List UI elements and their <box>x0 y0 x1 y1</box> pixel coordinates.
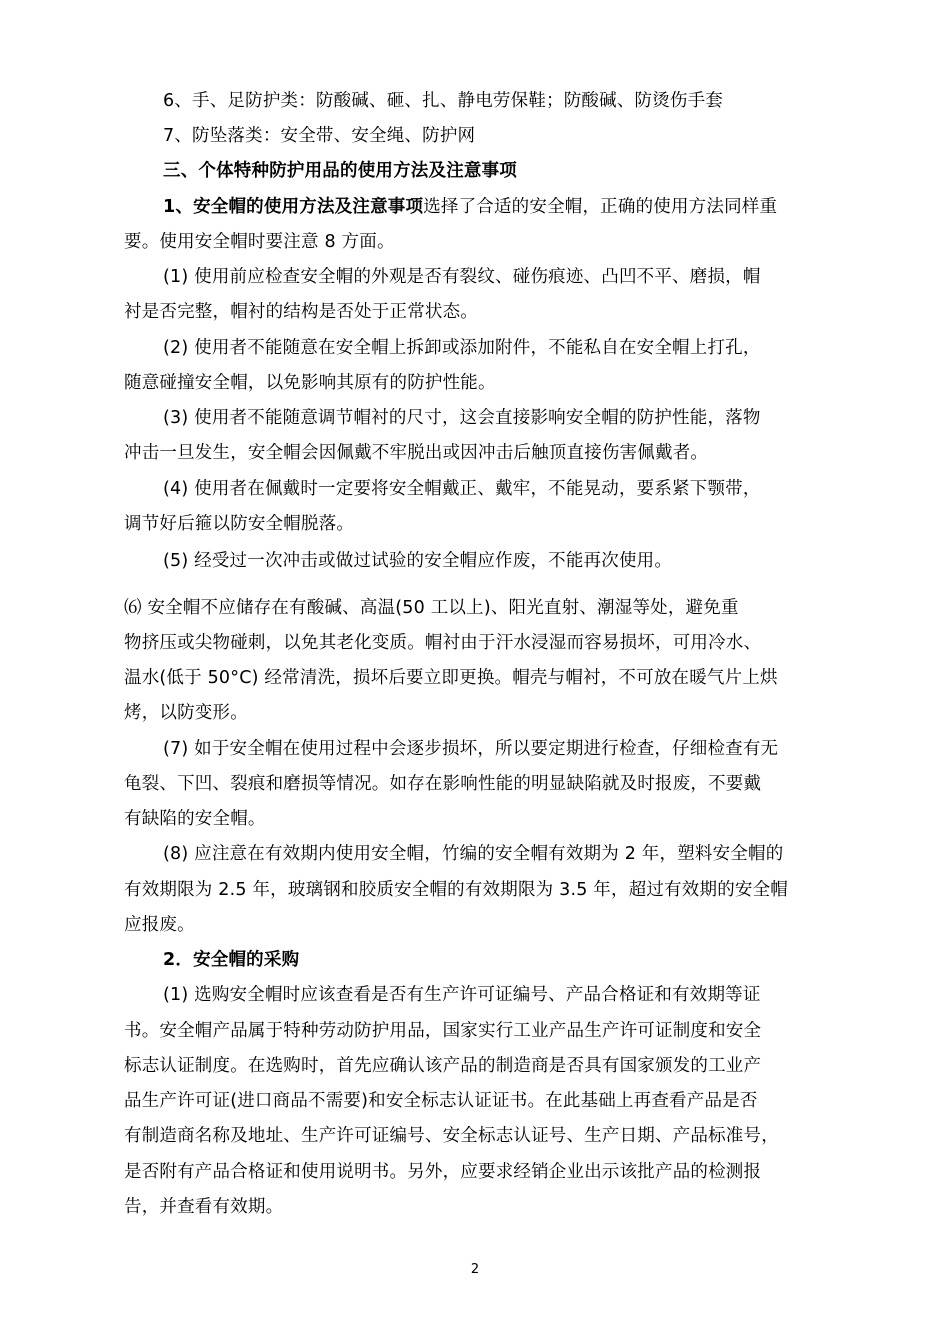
text-line: 物挤压或尖物碰刺，以免其老化变质。帽衬由于汗水浸湿而容易损坏，可用冷水、 <box>124 633 762 653</box>
text-line: 是否附有产品合格证和使用说明书。另外，应要求经销企业出示该批产品的检测报 <box>124 1162 762 1182</box>
text-line: 品生产许可证(进口商品不需要)和安全标志认证证书。在此基础上再查看产品是否 <box>124 1091 758 1111</box>
text-line: 温水(低于 50°C) 经常清洗，损坏后要立即更换。帽壳与帽衬，不可放在暖气片上烘 <box>124 668 778 688</box>
text-line: 龟裂、下凹、裂痕和磨损等情况。如存在影响性能的明显缺陷就及时报废，不要戴 <box>124 774 762 794</box>
text-line: 有制造商名称及地址、生产许可证编号、安全标志认证号、生产日期、产品标准号， <box>124 1126 779 1146</box>
text-line: 7、防坠落类：安全带、安全绳、防护网 <box>163 126 476 146</box>
text-line: 调节好后箍以防安全帽脱落。 <box>124 514 355 534</box>
page-number: 2 <box>470 1262 480 1277</box>
text-line: 告，并查看有效期。 <box>124 1197 284 1217</box>
text-line: 有缺陷的安全帽。 <box>124 809 266 829</box>
text-line: (2) 使用者不能随意在安全帽上拆卸或添加附件，不能私自在安全帽上打孔， <box>163 338 761 358</box>
text-line: (8) 应注意在有效期内使用安全帽，竹编的安全帽有效期为 2 年，塑料安全帽的 <box>163 844 784 864</box>
text-line: (1) 选购安全帽时应该查看是否有生产许可证编号、产品合格证和有效期等证 <box>163 985 761 1005</box>
text-line: 书。安全帽产品属于特种劳动防护用品，国家实行工业产品生产许可证制度和安全 <box>124 1021 762 1041</box>
text-line: 要。使用安全帽时要注意 8 方面。 <box>124 232 395 252</box>
text-line: 有效期限为 2.5 年，玻璃钢和胶质安全帽的有效期限为 3.5 年，超过有效期的安全帽 <box>124 880 789 900</box>
text-line: 随意碰撞安全帽，以免影响其原有的防护性能。 <box>124 373 496 393</box>
text-run: 选择了合适的安全帽，正确的使用方法同样重 <box>423 197 778 217</box>
paragraph-line <box>163 195 777 219</box>
subsection-heading: 1、安全帽的使用方法及注意事项 <box>163 197 424 217</box>
text-line: 冲击一旦发生，安全帽会因佩戴不牢脱出或因冲击后触顶直接伤害佩戴者。 <box>124 443 709 463</box>
text-line: 烤，以防变形。 <box>124 703 248 723</box>
text-line: (7) 如于安全帽在使用过程中会逐步损坏，所以要定期进行检查，仔细检查有无 <box>163 739 779 759</box>
text-line: 6、手、足防护类：防酸碱、砸、扎、静电劳保鞋；防酸碱、防烫伤手套 <box>163 91 724 111</box>
text-line: (4) 使用者在佩戴时一定要将安全帽戴正、戴牢，不能晃动，要系紧下颚带， <box>163 479 761 499</box>
section-heading: 三、个体特种防护用品的使用方法及注意事项 <box>163 161 517 181</box>
subsection-heading: 2．安全帽的采购 <box>163 950 300 970</box>
text-line: 衬是否完整，帽衬的结构是否处于正常状态。 <box>124 302 478 322</box>
text-line: (3) 使用者不能随意调节帽衬的尺寸，这会直接影响安全帽的防护性能，落物 <box>163 408 761 428</box>
text-line: 标志认证制度。在选购时，首先应确认该产品的制造商是否具有国家颁发的工业产 <box>124 1056 762 1076</box>
text-line: ⑹ 安全帽不应储存在有酸碱、高温(50 工以上)、阳光直射、潮湿等处，避免重 <box>124 598 739 618</box>
text-line: (5) 经受过一次冲击或做过试验的安全帽应作废，不能再次使用。 <box>163 551 673 571</box>
text-line: 应报废。 <box>124 915 195 935</box>
text-line: (1) 使用前应检查安全帽的外观是否有裂纹、碰伤痕迹、凸凹不平、磨损，帽 <box>163 267 761 287</box>
